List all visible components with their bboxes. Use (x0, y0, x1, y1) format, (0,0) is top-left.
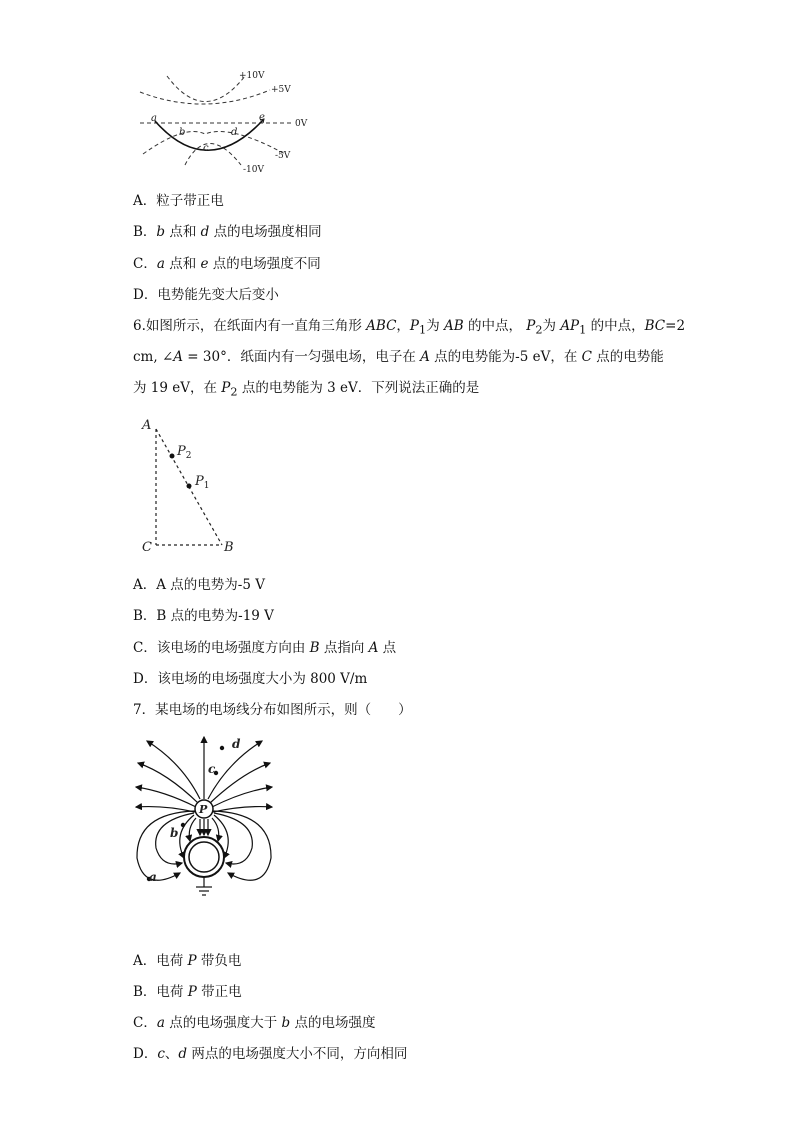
q7-option-b: B．电荷 P 带正电 (133, 984, 242, 1000)
q7-option-d: D．c、d 两点的电场强度大小不同，方向相同 (133, 1046, 408, 1062)
q5-option-a: A．粒子带正电 (133, 193, 224, 209)
q6-option-b: B．B 点的电势为-19 V (133, 608, 274, 624)
label-0v: 0V (295, 119, 308, 129)
grounded-ring (184, 837, 224, 877)
label-point-e: e (259, 112, 265, 123)
triangle-figure (140, 415, 250, 557)
equipotential-figure (135, 62, 325, 182)
q6-option-a: A．A 点的电势为-5 V (133, 577, 265, 593)
q7-option-a: A．电荷 P 带负电 (133, 953, 242, 969)
label-point-a: a (151, 113, 157, 124)
q7-stem: 7．某电场的电场线分布如图所示，则（ ） (133, 702, 412, 718)
label-point-d: d (232, 737, 241, 751)
label-point-b: b (179, 127, 186, 138)
label-point-c: c (203, 143, 209, 154)
label-vertex-b: B (224, 540, 234, 555)
q6-option-d: D．该电场的电场强度大小为 800 V/m (133, 671, 368, 687)
q6-stem-line1: 6.如图所示，在纸面内有一直角三角形 ABC，$P_1$为 AB 的中点， $P_2$为 $AP_1$ 的中点，BC=2 (133, 318, 686, 337)
label-point-b: b (170, 826, 179, 840)
q6-stem-line2: cm, ∠A = 30°．纸面内有一匀强电场，电子在 A 点的电势能为-5 eV，在 C 点的电势能 (133, 349, 664, 365)
label-minus5v: -5V (275, 151, 291, 161)
label-plus10v: +10V (239, 71, 265, 81)
point-p1 (187, 484, 192, 489)
q6-stem-line3: 为 19 eV，在 $P_2$ 点的电势能为 3 eV．下列说法正确的是 (133, 380, 480, 399)
label-vertex-a: A (142, 418, 152, 433)
label-point-a: a (149, 870, 157, 884)
field-lines-figure (132, 733, 277, 903)
label-vertex-c: C (142, 540, 152, 555)
label-p1: $P_1$ (195, 474, 210, 491)
point-p2 (170, 454, 175, 459)
label-charge-p: P (199, 803, 208, 816)
label-minus10v: -10V (243, 165, 264, 175)
label-point-d: d (231, 127, 238, 138)
q5-option-d: D．电势能先变大后变小 (133, 287, 279, 303)
q6-option-c: C．该电场的电场强度方向由 B 点指向 A 点 (133, 640, 397, 656)
q5-option-b: B．b 点和 d 点的电场强度相同 (133, 224, 322, 240)
q7-option-c: C．a 点的电场强度大于 b 点的电场强度 (133, 1015, 376, 1031)
label-plus5v: +5V (271, 85, 291, 95)
label-p2: $P_2$ (177, 444, 192, 461)
label-point-c: c (208, 762, 216, 776)
q5-option-c: C．a 点和 e 点的电场强度不同 (133, 256, 321, 272)
